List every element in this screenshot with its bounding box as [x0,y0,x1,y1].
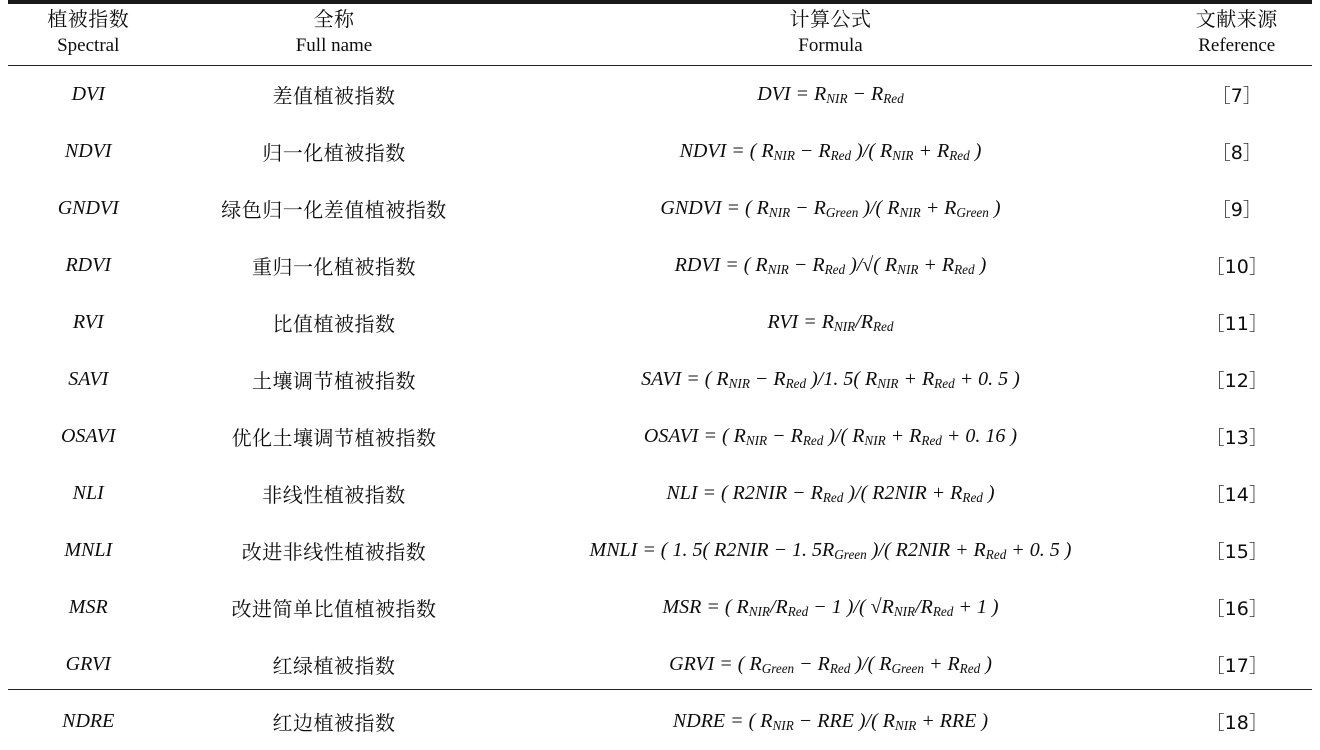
cell-formula: GRVI = ( $R_{Green} - R_{Red}$ )/( $R_{Green} + R_{Red}$ ) [669,652,992,676]
cell-formula: NDRE = ( $R_{NIR}$ − RRE )/( $R_{NIR}$ + RRE ) [672,709,989,733]
cell-formula: DVI = $R_{NIR} - R_{Red}$ [757,82,904,106]
cell-fullname: 红绿植被指数 [272,654,396,679]
table-row [8,408,1312,465]
cell-fullname: 绿色归一化差值植被指数 [221,198,447,223]
cell-formula: NLI = ( $R2NIR - R_{Red}$ )/( $R2NIR + R_{Red}$ ) [666,481,995,505]
cell-reference: ［12］ [1205,370,1268,393]
table-row [8,579,1312,636]
column-header-fullname-cn: 全称 [313,7,355,31]
table-row [8,522,1312,579]
column-header-spectral [8,4,168,65]
cell-fullname: 改进非线性植被指数 [241,540,427,565]
table-row [8,294,1312,351]
table-header [8,4,1312,65]
cell-fullname: 改进简单比值植被指数 [231,597,437,622]
cell-spectral: MNLI [64,539,113,562]
cell-formula: SAVI = ( $R_{NIR} - R_{Red}$ )/1. 5( $R_{NIR} + R_{Red} + 0$. 5 ) [641,367,1020,391]
cell-fullname: 比值植被指数 [272,312,396,337]
table-row [8,636,1312,693]
table-row [8,693,1312,750]
cell-spectral: MSR [68,596,108,619]
column-header-fullname [168,4,499,65]
cell-fullname: 土壤调节植被指数 [251,369,416,394]
cell-reference: ［9］ [1211,199,1262,222]
table-row [8,180,1312,237]
cell-fullname: 重归一化植被指数 [251,255,416,280]
cell-spectral: GRVI [65,653,111,676]
cell-spectral: DVI [71,83,105,106]
cell-reference: ［7］ [1211,85,1262,108]
cell-spectral: RVI [72,311,104,334]
table-row [8,237,1312,294]
column-header-reference-en: Reference [1198,35,1276,56]
cell-reference: ［17］ [1205,655,1268,678]
table-row [8,123,1312,180]
cell-reference: ［15］ [1205,541,1268,564]
cell-spectral: NDRE [62,710,115,733]
table-row [8,465,1312,522]
cell-reference: ［14］ [1205,484,1268,507]
cell-reference: ［16］ [1205,598,1268,621]
vegetation-index-table [8,4,1312,65]
table-body [8,66,1312,750]
cell-spectral: NDVI [64,140,112,163]
cell-formula: NDVI = ( $R_{NIR} - R_{Red}$ )/( $R_{NIR} + R_{Red}$ ) [679,139,982,163]
cell-fullname: 优化土壤调节植被指数 [231,426,437,451]
cell-reference: ［11］ [1205,313,1268,336]
cell-fullname: 差值植被指数 [272,84,396,109]
column-header-formula [499,4,1161,65]
cell-spectral: OSAVI [60,425,116,448]
cell-formula: MSR = ( $R_{NIR}/R_{Red} - 1$ )/( $√R_{NIR}/R_{Red} + 1$ ) [662,595,999,619]
cell-fullname: 非线性植被指数 [262,483,406,508]
table-row [8,351,1312,408]
cell-spectral: SAVI [68,368,109,391]
vegetation-index-table-body [8,66,1312,750]
cell-fullname: 红边植被指数 [272,711,396,736]
column-header-reference-cn: 文献来源 [1195,7,1278,31]
column-header-formula-en: Formula [798,35,863,56]
column-header-formula-cn: 计算公式 [789,7,872,31]
cell-reference: ［8］ [1211,142,1262,165]
cell-reference: ［18］ [1205,712,1268,735]
cell-spectral: RDVI [65,254,112,277]
table-row [8,66,1312,123]
cell-spectral: GNDVI [57,197,119,220]
cell-reference: ［10］ [1205,256,1268,279]
cell-fullname: 归一化植被指数 [262,141,406,166]
column-header-spectral-cn: 植被指数 [47,7,130,31]
cell-formula: RVI = $R_{NIR}/R_{Red}$ [767,310,894,334]
column-header-fullname-en: Full name [295,35,373,56]
cell-spectral: NLI [72,482,104,505]
cell-formula: GNDVI = ( $R_{NIR} - R_{Green}$ )/( $R_{NIR} + R_{Green}$ ) [660,196,1001,220]
cell-formula: RDVI = ( $R_{NIR} - R_{Red}$ )/√( $R_{NIR} + R_{Red}$ ) [674,253,987,277]
cell-reference: ［13］ [1205,427,1268,450]
column-header-spectral-en: Spectral [57,35,120,56]
cell-formula: OSAVI = ( $R_{NIR} - R_{Red}$ )/( $R_{NIR} + R_{Red} + 0$. 16 ) [643,424,1018,448]
column-header-reference [1162,4,1313,65]
cell-formula: MNLI = ( 1. 5( R2NIR − 1. $5R_{Green}$ )/( $R2NIR + R_{Red} + 0$. 5 ) [589,538,1072,562]
